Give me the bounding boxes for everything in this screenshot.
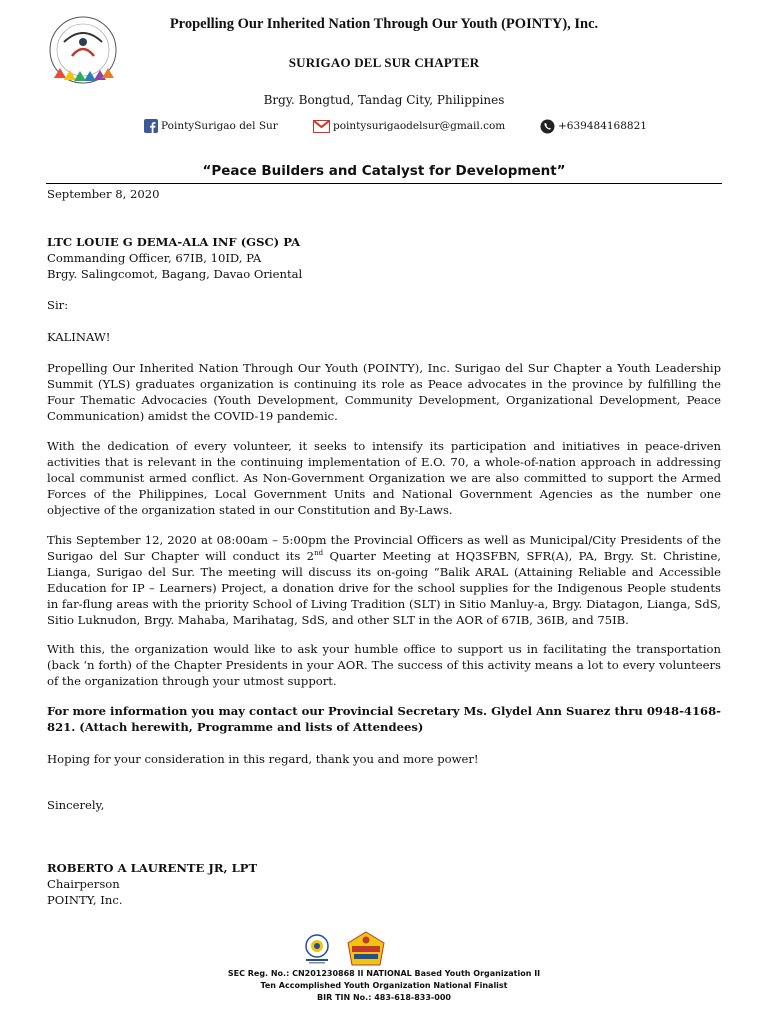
- partner-logo-1: [300, 933, 334, 965]
- paragraph-3-part-b: Quarter Meeting at HQ3SFBN, SFR(A), PA, Brgy. St. Christine, Lianga, Surigao del Sur. The meeting will discuss its on-going “Balik ARAL (Attaining Reliable and Accessible Education for IP – Learners) Project, a donation drive for the school supplies for the Indigenous People students in far-flung areas with the priority School of Living Tradition (SLT) in Sitio Manluy-a, Brgy. Diatagon, Lianga, SdS, Sitio Luknudon, Brgy. Mahaba, Marihatag, SdS, and other SLT in the AOR of 67IB, 36IB, and 75IB.: [47, 549, 721, 627]
- greeting: KALINAW!: [47, 330, 111, 344]
- header-divider: [46, 183, 722, 184]
- organization-address: Brgy. Bongtud, Tandag City, Philippines: [263, 93, 505, 107]
- recipient-title: Commanding Officer, 67IB, 10ID, PA: [47, 251, 262, 265]
- chapter-name: SURIGAO DEL SUR CHAPTER: [288, 55, 480, 70]
- paragraph-5: For more information you may contact our Provincial Secretary Ms. Glydel Ann Suarez thru 0948-4168-821. (Attach herewith, Programme and lists of Attendees): [47, 704, 721, 734]
- closing: Sincerely,: [47, 798, 105, 812]
- signatory-position: Chairperson: [47, 877, 120, 891]
- signature-block: [47, 860, 721, 908]
- email-contact: [313, 117, 505, 135]
- paragraph-3-part-a: This September 12, 2020 at 08:00am – 5:00pm the Provincial Officers as well as Municipal/City Presidents of the Surigao del Sur Chapter will conduct its 2: [47, 533, 721, 563]
- paragraph-6: Hoping for your consideration in this regard, thank you and more power!: [47, 752, 479, 766]
- signatory-name: ROBERTO A LAURENTE JR, LPT: [47, 861, 258, 875]
- paragraph-4: With this, the organization would like to ask your humble office to support us in facilitating the transportation (back ‘n forth) of the Chapter Presidents in your AOR. The success of this activity means a lot to every volunteers of the organization through your utmost support.: [47, 642, 721, 688]
- phone-contact: [540, 117, 647, 135]
- facebook-handle: PointySurigao del Sur: [161, 120, 278, 132]
- letter-date: September 8, 2020: [47, 187, 160, 201]
- paragraph-1: Propelling Our Inherited Nation Through Our Youth (POINTY), Inc. Surigao del Sur Chapter a Youth Leadership Summit (YLS) graduates organization is continuing its role as Peace advocates in the province by fulfilling the Four Thematic Advocacies (Youth Development, Community Development, Organizational Development, Peace Communication) amidst the COVID-19 pandemic.: [47, 361, 721, 423]
- salutation: Sir:: [47, 298, 69, 312]
- facebook-contact: [144, 117, 278, 135]
- recipient-name: LTC LOUIE G DEMA-ALA INF (GSC) PA: [47, 235, 301, 249]
- gmail-icon: [313, 120, 330, 133]
- paragraph-2: With the dedication of every volunteer, it seeks to intensify its participation and initiatives in peace-driven activities that is relevant in the continuing implementation of E.O. 70, a whole-of-nation approach in addressing local communist armed conflict. As Non-Government Organization we are also committed to support the Armed Forces of the Philippines, Local Government Units and National Government Agencies as the number one objective of the organization stated in our Constitution and By-Laws.: [47, 439, 721, 517]
- phone-number: +639484168821: [558, 120, 647, 132]
- partner-logo-2: [346, 931, 386, 967]
- footer-award: Ten Accomplished Youth Organization National Finalist: [260, 981, 508, 990]
- recipient-address: Brgy. Salingcomot, Bagang, Davao Oriental: [47, 267, 303, 281]
- footer-tin: BIR TIN No.: 483-618-833-000: [317, 993, 451, 1002]
- paragraph-3: [47, 532, 721, 628]
- ordinal-suffix: nd: [314, 549, 324, 558]
- footer-sec-registration: SEC Reg. No.: CN201230868 II NATIONAL Based Youth Organization II: [227, 969, 541, 978]
- whatsapp-phone-icon: [540, 119, 555, 134]
- email-address: pointysurigaodelsur@gmail.com: [333, 120, 506, 132]
- organization-motto: “Peace Builders and Catalyst for Development”: [202, 163, 566, 179]
- organization-name: Propelling Our Inherited Nation Through Our Youth (POINTY), Inc.: [169, 16, 599, 32]
- signatory-organization: POINTY, Inc.: [47, 893, 123, 907]
- facebook-icon: [144, 119, 158, 133]
- recipient-block: [47, 234, 721, 282]
